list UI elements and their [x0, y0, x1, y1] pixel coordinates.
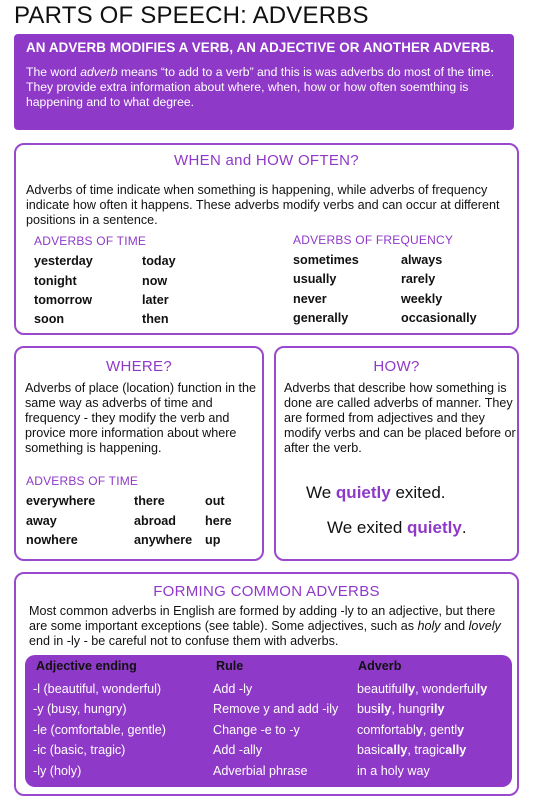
frequency-word: sometimes [293, 253, 359, 267]
place-word: out [205, 494, 225, 508]
example-sentence: We quietly exited. [306, 483, 446, 502]
table-cell-ending: -l (beautiful, wonderful) [33, 682, 162, 696]
highlighted-adverb: quietly [407, 518, 462, 537]
place-word: abroad [134, 514, 176, 528]
table-cell-adverb: in a holy way [357, 764, 430, 778]
time-word: yesterday [34, 254, 93, 268]
frequency-word: weekly [401, 292, 443, 306]
place-word: nowhere [26, 533, 78, 547]
table-cell-rule: Adverbial phrase [213, 764, 308, 778]
place-word: here [205, 514, 232, 528]
frequency-word: rarely [401, 272, 436, 286]
table-header: Adverb [358, 659, 402, 673]
table-cell-ending: -y (busy, hungry) [33, 702, 127, 716]
where-adverbs-heading: ADVERBS OF TIME [26, 474, 139, 488]
frequency-word: occasionally [401, 311, 477, 325]
banner-italic-word: adverb [80, 65, 118, 79]
place-word: anywhere [134, 533, 193, 547]
when-how-often-box [14, 143, 519, 335]
table-cell-adverb: basically, tragically [357, 743, 467, 757]
time-word: today [142, 254, 176, 268]
time-word: soon [34, 312, 65, 326]
time-word: now [142, 274, 168, 288]
table-cell-adverb: busily, hungrily [357, 702, 445, 716]
frequency-word: always [401, 253, 443, 267]
adverbs-of-frequency-heading: ADVERBS OF FREQUENCY [293, 233, 454, 247]
adverb-rules-table [25, 655, 512, 787]
forming-box-text: Most common adverbs in English are formed by adding -ly to an adjective, but there are some important exceptions (see table). Some adjectives, such as holy and lovely end in -ly - be careful not to confuse them with adverbs. [29, 604, 501, 648]
highlighted-adverb: quietly [335, 483, 391, 502]
time-word: tonight [34, 274, 77, 288]
when-box-text: Adverbs of time indicate when something is happening, while adverbs of frequency indicate how often it happens. These adverbs modify verbs and can occur at different positions in a sentence. [26, 183, 500, 227]
place-word: up [205, 533, 221, 547]
frequency-word: usually [293, 272, 337, 286]
table-cell-rule: Add -ly [213, 682, 253, 696]
where-box [14, 346, 264, 561]
table-cell-adverb: comfortably, gently [357, 723, 465, 737]
place-word: everywhere [26, 494, 96, 508]
how-box-text: Adverbs that describe how something is done are called adverbs of manner. They are formed from adjectives and they modify verbs and can be placed before or after the verb. [284, 381, 516, 455]
where-box-title: WHERE? [106, 358, 172, 375]
table-cell-adverb: beautifully, wonderfully [357, 682, 488, 696]
time-word: later [142, 293, 169, 307]
when-box-title: WHEN and HOW OFTEN? [174, 152, 359, 169]
banner-text: The word adverb means “to add to a verb” and this is was adverbs do most of the time. They provide extra information about where, when, how or how often soemthing is happening and to what degree. [26, 65, 495, 109]
table-cell-ending: -le (comfortable, gentle) [33, 723, 166, 737]
where-box-text: Adverbs of place (location) function in the same way as adverbs of time and frequency - they modify the verb and provice more information about where something is happening. [25, 381, 257, 455]
time-word: tomorrow [34, 293, 93, 307]
place-word: there [134, 494, 165, 508]
table-cell-rule: Change -e to -y [213, 723, 300, 737]
page-title: PARTS OF SPEECH: ADVERBS [14, 2, 369, 29]
table-header: Adjective ending [36, 659, 137, 673]
how-box [274, 346, 519, 561]
place-word: away [26, 514, 57, 528]
banner-headline: AN ADVERB MODIFIES A VERB, AN ADJECTIVE OR ANOTHER ADVERB. [26, 40, 495, 55]
how-box-title: HOW? [373, 358, 420, 375]
table-cell-ending: -ly (holy) [33, 764, 82, 778]
table-header: Rule [216, 659, 244, 673]
table-cell-rule: Remove y and add -ily [213, 702, 339, 716]
time-word: then [142, 312, 169, 326]
frequency-word: generally [293, 311, 349, 325]
adverbs-of-time-heading: ADVERBS OF TIME [34, 234, 147, 248]
table-cell-rule: Add -ally [213, 743, 262, 757]
forming-box-title: FORMING COMMON ADVERBS [153, 583, 380, 600]
table-cell-ending: -ic (basic, tragic) [33, 743, 126, 757]
definition-banner [14, 34, 514, 130]
example-sentence: We exited quietly. [327, 518, 467, 537]
frequency-word: never [293, 292, 327, 306]
